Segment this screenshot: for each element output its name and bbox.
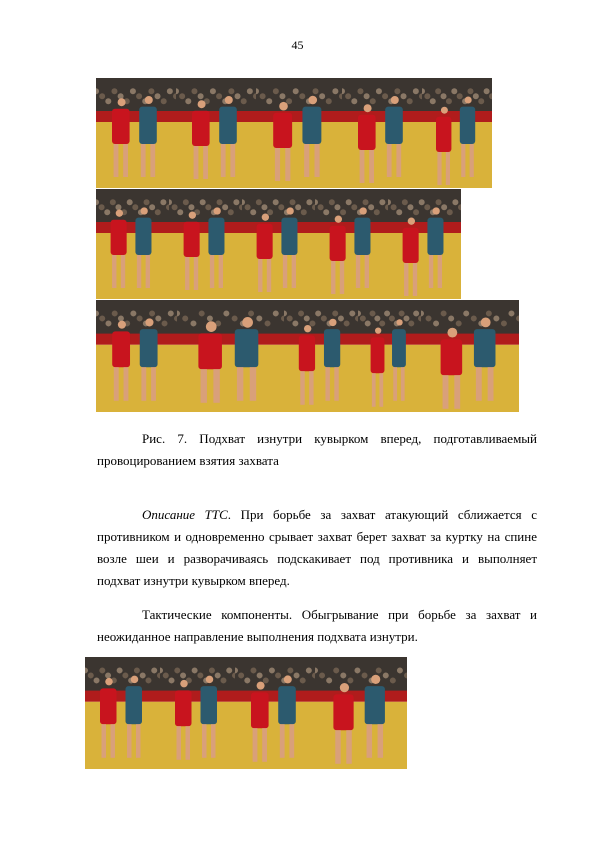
- sequence-photo: [342, 78, 422, 188]
- arena-banner: [169, 222, 242, 233]
- photo-image: [96, 300, 177, 412]
- sequence-photo: [96, 78, 176, 188]
- crowd-background: [235, 657, 315, 693]
- photo-image: [422, 78, 492, 188]
- sequence-photo: [96, 300, 177, 412]
- arena-banner: [388, 222, 461, 233]
- photo-image: [96, 78, 176, 188]
- arena-banner: [358, 334, 421, 345]
- arena-banner: [96, 222, 169, 233]
- wrestling-mat: [242, 233, 315, 299]
- wrestling-mat: [96, 345, 177, 412]
- crowd-background: [421, 300, 519, 336]
- sequence-photo: [85, 657, 160, 769]
- figure-caption: Рис. 7. Подхват изнутри кувырком вперед, подготавливаемый провоцированием взятия захвата: [97, 431, 537, 468]
- sequence-photo: [242, 189, 315, 299]
- wrestling-mat: [315, 702, 407, 769]
- crowd-background: [342, 78, 422, 113]
- sequence-photo: [315, 189, 388, 299]
- wrestling-mat: [421, 345, 519, 412]
- arena-banner: [177, 334, 284, 345]
- photo-image: [160, 657, 235, 769]
- wrestling-mat: [422, 122, 492, 188]
- arena-banner: [235, 691, 315, 702]
- sequence-photo: [160, 657, 235, 769]
- arena-banner: [256, 111, 342, 122]
- sequence-photo: [177, 300, 284, 412]
- crowd-background: [96, 78, 176, 113]
- photo-image: [256, 78, 342, 188]
- description-paragraph: [97, 504, 537, 592]
- photo-image: [85, 657, 160, 769]
- crowd-background: [96, 300, 177, 336]
- page-number: 45: [291, 38, 304, 52]
- wrestling-mat: [96, 122, 176, 188]
- photo-image: [358, 300, 421, 412]
- arena-banner: [284, 334, 358, 345]
- sequence-photo: [284, 300, 358, 412]
- photo-image: [421, 300, 519, 412]
- arena-banner: [422, 111, 492, 122]
- photo-image: [235, 657, 315, 769]
- sequence-photo: [169, 189, 242, 299]
- photo-image: [315, 189, 388, 299]
- arena-banner: [85, 691, 160, 702]
- sequence-photo: [358, 300, 421, 412]
- sequence-photo: [421, 300, 519, 412]
- wrestling-mat: [177, 345, 284, 412]
- crowd-background: [256, 78, 342, 113]
- arena-banner: [421, 334, 519, 345]
- wrestling-mat: [315, 233, 388, 299]
- wrestling-mat: [160, 702, 235, 769]
- arena-banner: [342, 111, 422, 122]
- sequence-photo: [256, 78, 342, 188]
- wrestling-mat: [342, 122, 422, 188]
- crowd-background: [177, 300, 284, 336]
- wrestling-mat: [256, 122, 342, 188]
- wrestling-mat: [358, 345, 421, 412]
- photo-image: [284, 300, 358, 412]
- sequence-photo: [422, 78, 492, 188]
- wrestling-mat: [169, 233, 242, 299]
- arena-banner: [176, 111, 256, 122]
- sequence-photo: [388, 189, 461, 299]
- arena-banner: [96, 111, 176, 122]
- wrestling-mat: [388, 233, 461, 299]
- description-text: . При борьбе за захват атакующий сближается с противником и одновременно срывает захват берет захват за куртку на спине возле шеи и разворачиваясь подскакивает под противника и выполняет подхват изнутри кувырком вперед.: [97, 507, 537, 588]
- sequence-photo: [315, 657, 407, 769]
- wrestling-mat: [176, 122, 256, 188]
- photo-image: [169, 189, 242, 299]
- arena-banner: [242, 222, 315, 233]
- sequence-photo: [96, 189, 169, 299]
- photo-image: [96, 189, 169, 299]
- photo-image: [177, 300, 284, 412]
- photo-image: [342, 78, 422, 188]
- wrestling-mat: [96, 233, 169, 299]
- arena-banner: [315, 222, 388, 233]
- wrestling-mat: [235, 702, 315, 769]
- arena-banner: [315, 691, 407, 702]
- sequence-photo: [176, 78, 256, 188]
- photo-image: [315, 657, 407, 769]
- photo-image: [388, 189, 461, 299]
- wrestling-mat: [85, 702, 160, 769]
- crowd-background: [315, 657, 407, 693]
- photo-image: [176, 78, 256, 188]
- description-label: Описание ТТС: [142, 507, 228, 522]
- sequence-photo: [235, 657, 315, 769]
- crowd-background: [176, 78, 256, 113]
- wrestling-mat: [284, 345, 358, 412]
- arena-banner: [96, 334, 177, 345]
- photo-image: [242, 189, 315, 299]
- tactics-paragraph: Тактические компоненты. Обыгрывание при борьбе за захват и неожиданное направление выполнения подхвата изнутри.: [97, 607, 537, 644]
- arena-banner: [160, 691, 235, 702]
